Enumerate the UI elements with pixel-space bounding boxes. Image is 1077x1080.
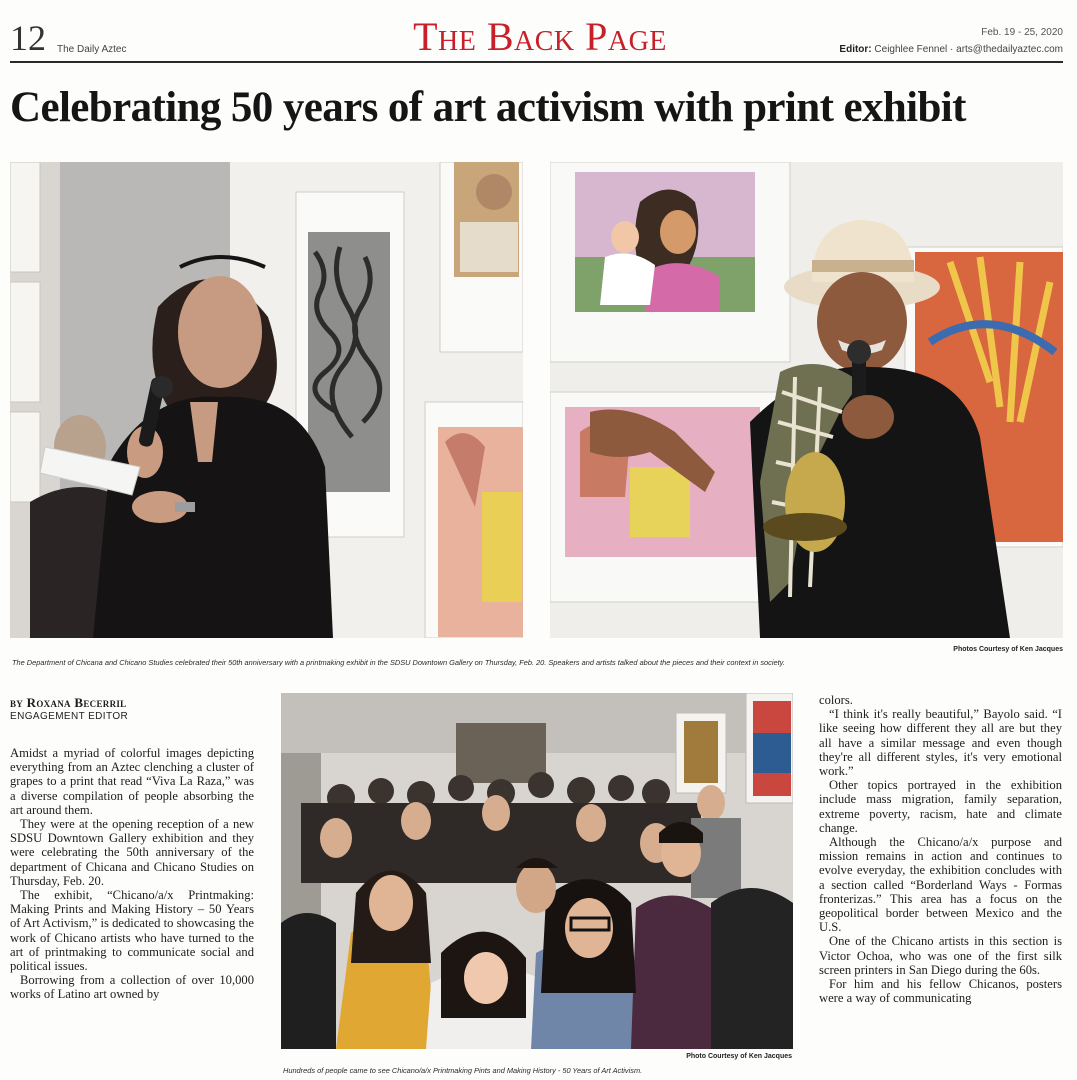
- crowd-photo-caption: Hundreds of people came to see Chicano/a/x Printmaking Pints and Making History - 50 Years of Art Activism.: [283, 1066, 643, 1075]
- article-paragraph: “I think it's really beautiful,” Bayolo said. “I like seeing how different they all are but they all have a similar message and even though they're all different styles, it's very emotional work.”: [819, 707, 1062, 779]
- crowd-photo: [281, 693, 793, 1049]
- article-column-3: [819, 693, 1062, 1080]
- editor-label: Editor:: [839, 44, 872, 55]
- article-paragraph: Other topics portrayed in the exhibition include mass migration, family separation, extreme poverty, racism, hate and climate change.: [819, 778, 1062, 835]
- speaker-photo: [10, 162, 523, 638]
- article-paragraph: They were at the opening reception of a new SDSU Downtown Gallery exhibition and they were celebrating the 50th anniversary of the department of Chicana and Chicano Studies on Thursday, Feb. 20.: [10, 817, 254, 888]
- issue-date: Feb. 19 - 25, 2020: [981, 27, 1063, 38]
- article-paragraph: The exhibit, “Chicano/a/x Printmaking: Making Prints and Making History – 50 Years of Art Activism,” is dedicated to showcasing the work of Chicano artists who have turned to the art of printmaking to communicate social and political issues.: [10, 888, 254, 974]
- byline-name: Roxana Becerril: [26, 695, 127, 710]
- headline: Celebrating 50 years of art activism with print exhibit: [10, 84, 966, 131]
- article-paragraph: Borrowing from a collection of over 10,000 works of Latino art owned by: [10, 973, 254, 1002]
- top-photos-credit: Photos Courtesy of Ken Jacques: [953, 646, 1063, 653]
- editor-line: [839, 44, 1063, 55]
- article-paragraph: Amidst a myriad of colorful images depicting everything from an Aztec clenching a cluster of grapes to a print that read “Viva La Raza,” was a diverse compilation of people absorbing the art around them.: [10, 746, 254, 817]
- byline-role: ENGAGEMENT EDITOR: [10, 711, 129, 722]
- article-column-1: [10, 746, 254, 1080]
- artist-photo: [550, 162, 1063, 638]
- article-paragraph: For him and his fellow Chicanos, posters were a way of communicating: [819, 977, 1062, 1006]
- top-photos-caption: The Department of Chicana and Chicano Studies celebrated their 50th anniversary with a printmaking exhibit in the SDSU Downtown Gallery on Thursday, Feb. 20. Speakers and artists talked about the pieces and their context in society.: [12, 658, 785, 667]
- byline-prefix: BY: [10, 699, 24, 709]
- article-paragraph: Although the Chicano/a/x purpose and mission remains in action and continues to evolve everyday, the exhibition concludes with a section called “Borderland Ways - Formas fronterizas.” This area has a focus on the geopolitical border between Mexico and the U.S.: [819, 835, 1062, 935]
- masthead: [10, 14, 1063, 62]
- article-paragraph: One of the Chicano artists in this section is Victor Ochoa, who was one of the first silk screen printers in San Diego during the 60s.: [819, 934, 1062, 977]
- masthead-rule: [10, 61, 1063, 63]
- page-number: 12: [10, 18, 46, 58]
- section-title: The Back Page: [413, 14, 667, 59]
- article-paragraph: colors.: [819, 693, 853, 707]
- paper-name: The Daily Aztec: [57, 44, 127, 55]
- editor-name: Ceighlee Fennel · arts@thedailyaztec.com: [874, 44, 1063, 55]
- crowd-photo-credit: Photo Courtesy of Ken Jacques: [686, 1053, 792, 1060]
- byline-author: [10, 695, 127, 711]
